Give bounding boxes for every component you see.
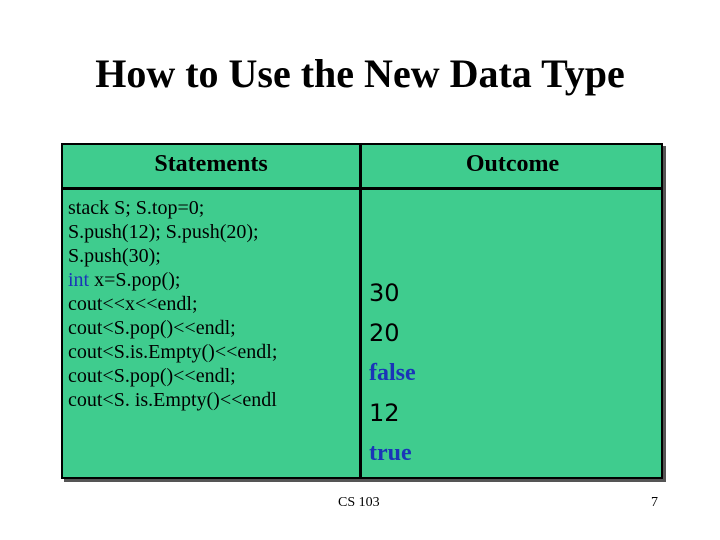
statement-line: cout<S.is.Empty()<<endl;	[68, 341, 278, 363]
outcome-value: 20	[369, 319, 400, 347]
outcome-value: true	[369, 440, 412, 466]
column-divider	[359, 145, 362, 477]
statement-line: stack S; S.top=0;	[68, 197, 205, 219]
statement-line: int x=S.pop();	[68, 269, 181, 291]
header-outcome: Outcome	[465, 151, 560, 177]
statement-line: S.push(30);	[68, 245, 161, 267]
outcome-cell	[369, 273, 649, 473]
outcome-value: 12	[369, 399, 400, 427]
outcome-value: false	[369, 360, 416, 386]
outcome-value: 30	[369, 279, 400, 307]
statements-outcome-table	[61, 143, 663, 479]
header-divider	[63, 187, 661, 190]
statement-line: cout<<x<<endl;	[68, 293, 198, 315]
statement-line: cout<S. is.Empty()<<endl	[68, 389, 277, 411]
statement-line: cout<S.pop()<<endl;	[68, 365, 236, 387]
statements-cell	[68, 196, 356, 412]
slide-title: How to Use the New Data Type	[95, 51, 625, 96]
header-statements: Statements	[154, 151, 268, 177]
statement-line: S.push(12); S.push(20);	[68, 221, 259, 243]
statement-line: cout<S.pop()<<endl;	[68, 317, 236, 339]
page-number: 7	[651, 495, 658, 510]
int-keyword: int	[68, 269, 90, 291]
footer-course-label: CS 103	[338, 495, 380, 510]
